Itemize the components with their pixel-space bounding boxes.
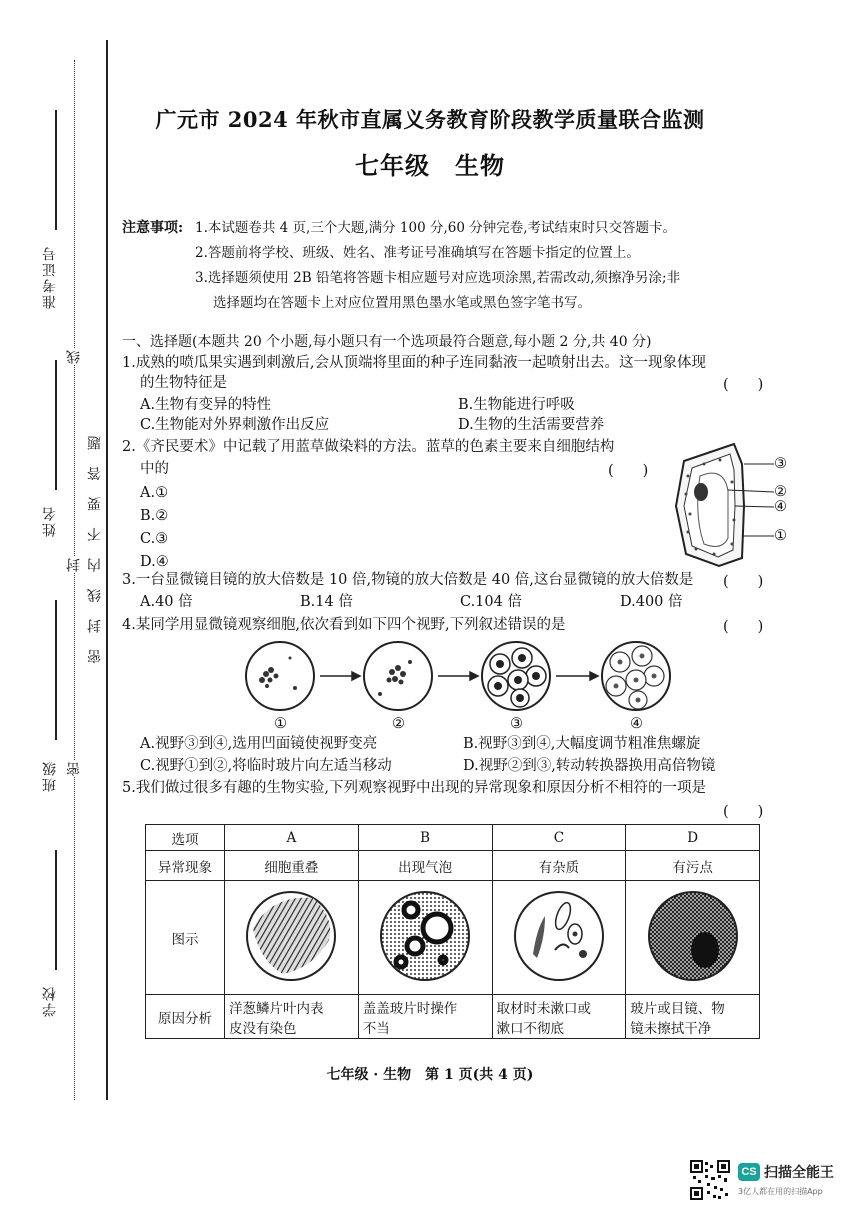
exam-title: 广元市 2024 年秋市直属义务教育阶段教学质量联合监测: [155, 107, 705, 132]
q2-fig-label-3: ③: [774, 456, 787, 472]
notes-item-3: 3.选择题须使用 2B 铅笔将答题卡相应题号对应选项涂黑,若需改动,须擦净另涂;非: [195, 270, 681, 286]
q4-stem: 4.某同学用显微镜观察细胞,依次看到如下四个视野,下列叙述错误的是: [122, 617, 566, 633]
margin-rule-outer: [106, 40, 108, 1100]
seal-instruction: 密 封 线 内 不 要 答 题: [87, 430, 103, 664]
section1-heading: 一、选择题(本题共 20 个小题,每小题只有一个选项最符合题意,每小题 2 分,共 40 分): [122, 334, 652, 350]
name-blank: [55, 360, 57, 490]
overlapping-cells-image: [243, 888, 339, 984]
q5-answer-paren: ( ): [723, 804, 764, 820]
q4-field-label-3: ③: [510, 716, 523, 732]
seal-word-feng: 封: [66, 556, 82, 572]
q1-option-c: C.生物能对外界刺激作出反应: [140, 417, 330, 433]
q5-reason-a: [225, 995, 359, 1039]
q5-reason-a-line1: 洋葱鳞片叶内表: [229, 1000, 324, 1017]
q1-answer-paren: ( ): [723, 377, 764, 393]
q5-reason-a-line2: 皮没有染色: [229, 1020, 297, 1037]
q4-field-label-2: ②: [392, 716, 405, 732]
q5-phenomenon-a: 细胞重叠: [225, 851, 359, 881]
q3-answer-paren: ( ): [723, 574, 764, 590]
q2-option-c: C.③: [140, 531, 169, 547]
q3-option-a: A.40 倍: [140, 594, 193, 610]
name-label: 姓名: [42, 505, 58, 537]
q3-stem: 3.一台显微镜目镜的放大倍数是 10 倍,物镜的放大倍数是 40 倍,这台显微镜的放大倍数是: [122, 572, 694, 588]
q5-phenomenon-b: 出现气泡: [358, 851, 492, 881]
seal-word-xian: 线: [66, 348, 82, 364]
q5-header-d: D: [626, 825, 760, 851]
q2-option-d: D.④: [140, 554, 169, 570]
cs-logo-icon: CS: [738, 1163, 760, 1181]
q4-option-d: D.视野②到③,转动转换器换用高倍物镜: [463, 758, 716, 774]
q5-phenomenon-d: 有污点: [626, 851, 760, 881]
q5-table-phenomenon-row: [146, 851, 760, 881]
q1-option-d: D.生物的生活需要营养: [458, 417, 605, 433]
q5-phenomenon-label: 异常现象: [146, 851, 225, 881]
q5-table-figure-row: [146, 881, 760, 995]
exam-subtitle: 七年级 生物: [355, 151, 505, 180]
q1-stem-line2: 的生物特征是: [140, 375, 227, 391]
q5-reason-c: [492, 995, 626, 1039]
q5-phenomenon-c: 有杂质: [492, 851, 626, 881]
q3-option-c: C.104 倍: [460, 594, 522, 610]
q2-fig-label-4: ④: [774, 499, 787, 515]
notes-label: 注意事项:: [122, 220, 184, 236]
q5-figure-label: 图示: [146, 881, 225, 995]
q5-table-reason-row: [146, 995, 760, 1039]
q5-reason-label: 原因分析: [146, 995, 225, 1039]
notes-item-4: 选择题均在答题卡上对应位置用黑色墨水笔或黑色签字笔书写。: [213, 295, 591, 311]
q2-answer-paren: ( ): [608, 463, 649, 479]
q5-header-b: B: [358, 825, 492, 851]
q2-option-a: A.①: [140, 485, 169, 501]
q4-answer-paren: ( ): [723, 619, 764, 635]
q3-option-d: D.400 倍: [620, 594, 683, 610]
q4-option-a: A.视野③到④,选用凹面镜使视野变亮: [140, 736, 378, 752]
q5-figure-c: [492, 881, 626, 995]
class-blank: [55, 600, 57, 740]
q2-option-b: B.②: [140, 508, 169, 524]
q5-figure-a: [225, 881, 359, 995]
page-footer: 七年级 · 生物 第 1 页(共 4 页): [326, 1067, 534, 1083]
margin-rule-dotted: [74, 60, 75, 1100]
q1-option-a: A.生物有变异的特性: [140, 397, 272, 413]
q4-option-b: B.视野③到④,大幅度调节粗准焦螺旋: [463, 736, 701, 752]
q5-header-c: C: [492, 825, 626, 851]
qr-code-icon: [690, 1160, 730, 1200]
q5-reason-c-line2: 漱口不彻底: [496, 1020, 564, 1037]
q5-reason-b-line2: 不当: [362, 1020, 390, 1037]
q2-stem-line2: 中的: [140, 461, 169, 477]
q2-fig-label-1: ①: [774, 528, 787, 544]
q5-table: [145, 824, 760, 1039]
notes-item-2: 2.答题前将学校、班级、姓名、准考证号准确填写在答题卡指定的位置上。: [195, 245, 640, 261]
q5-reason-d-line1: 玻片或目镜、物: [630, 1000, 725, 1017]
notes-item-1: 1.本试题卷共 4 页,三个大题,满分 100 分,60 分钟完卷,考试结束时只交答题卡。: [195, 220, 677, 236]
q3-option-b: B.14 倍: [300, 594, 353, 610]
q5-stem: 5.我们做过很多有趣的生物实验,下列观察视野中出现的异常现象和原因分析不相符的一项是: [122, 780, 706, 796]
seal-word-mi: 密: [66, 760, 82, 776]
q5-reason-d-line2: 镜未擦拭干净: [630, 1020, 712, 1037]
q1-option-b: B.生物能进行呼吸: [458, 397, 575, 413]
q4-microscope-fields: [240, 636, 680, 716]
q5-figure-b: [358, 881, 492, 995]
q5-reason-b: [358, 995, 492, 1039]
q1-stem-line1: 1.成熟的喷瓜果实遇到刺激后,会从顶端将里面的种子连同黏液一起喷射出去。这一现象体现: [122, 355, 706, 371]
scanner-brand: 扫描全能王: [764, 1165, 834, 1181]
scanner-tagline: 3亿人都在用的扫描App: [738, 1187, 823, 1196]
school-blank: [55, 850, 57, 970]
stains-image: [645, 888, 741, 984]
air-bubbles-image: [377, 888, 473, 984]
q5-reason-d: [626, 995, 760, 1039]
class-label: 班级: [42, 760, 58, 792]
q2-fig-label-2: ②: [774, 484, 787, 500]
impurities-image: [511, 888, 607, 984]
q5-reason-c-line1: 取材时未漱口或: [496, 1000, 591, 1017]
q4-option-c: C.视野①到②,将临时玻片向左适当移动: [140, 758, 392, 774]
q5-reason-b-line1: 盖盖玻片时操作: [362, 1000, 458, 1017]
q4-field-label-4: ④: [630, 716, 643, 732]
q5-header-option: 选项: [146, 825, 225, 851]
school-label: 学校: [42, 985, 58, 1017]
q5-header-a: A: [225, 825, 359, 851]
admission-label: 准考证号: [42, 245, 58, 309]
q5-table-header-row: [146, 825, 760, 851]
q5-figure-d: [626, 881, 760, 995]
q4-field-label-1: ①: [274, 716, 287, 732]
q2-stem-line1: 2.《齐民要术》中记载了用蓝草做染料的方法。蓝草的色素主要来自细胞结构: [122, 439, 615, 455]
